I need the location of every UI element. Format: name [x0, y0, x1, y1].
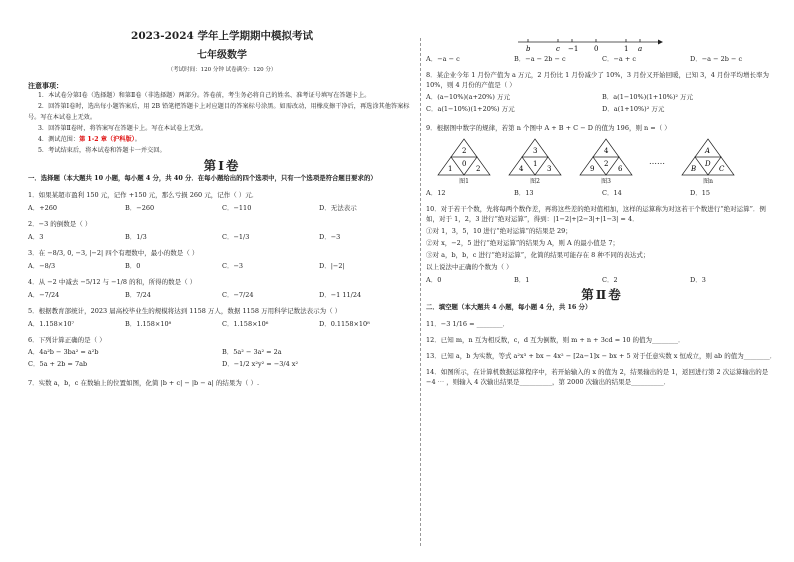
option: C．−a + c — [602, 55, 637, 63]
tri-left: 9 — [590, 165, 595, 173]
tri-right: C — [719, 165, 725, 173]
option: A．+260 — [28, 204, 58, 212]
label-0: 0 — [594, 45, 599, 53]
triangle-svg-3 — [578, 137, 634, 177]
triangle-figures — [436, 137, 736, 186]
label-b: b — [526, 45, 531, 53]
question-5: 5．根据教育部统计，2023 届高校毕业生的规模将达到 1158 万人，数据 1158 万用科学记数法表示为（ ） — [28, 307, 342, 315]
figure-label: 图n — [703, 178, 713, 185]
triangle-svg-n — [680, 137, 736, 177]
question-8-options — [426, 93, 778, 117]
note-1: 1．本试卷分第Ⅰ卷（选择题）和第Ⅱ卷（非选择题）两部分。答卷前，考生务必将自己的姓名、准考证号填写在答题卡上。 — [38, 92, 371, 99]
option: C．2 — [602, 276, 618, 284]
option: B．1 — [514, 276, 530, 284]
tri-top: 2 — [462, 147, 467, 155]
option: A．12 — [426, 189, 446, 197]
column-divider — [420, 38, 421, 546]
option: B．1.158×10⁸ — [125, 320, 172, 328]
question-7: 7．实数 a，b，c 在数轴上的位置如图，化简 |b + c| − |b − a| 的结果为（ ）. — [28, 379, 260, 387]
option: B．1/3 — [125, 233, 147, 241]
label-a: a — [638, 45, 643, 53]
option: A．1.158×10⁷ — [28, 320, 75, 328]
question-5-options — [28, 320, 416, 329]
tri-left: 4 — [519, 165, 524, 173]
option: C．14 — [602, 189, 622, 197]
number-line-arrow — [658, 40, 663, 45]
question-4-options — [28, 291, 416, 300]
question-10-statement-2: ②对 x，−2，5 进行“绝对运算”的结果为 A，则 A 的最小值是 7； — [426, 239, 619, 247]
question-7-options — [426, 55, 778, 64]
left-column — [28, 30, 416, 388]
tri-mid: 2 — [604, 160, 609, 168]
note-4-text: 4．测试范围： — [38, 136, 80, 143]
note-3: 3．回答第Ⅱ卷时，将答案写在答题卡上。写在本试卷上无效。 — [38, 125, 208, 132]
option: B．−260 — [125, 204, 155, 212]
question-14: 14．如图所示，在计算机数据运算程序中，若开始输入的 x 的值为 2，结果输出的是 1，返回进行第 2 次运算输出的是 −4 ⋯ ，则输入 4 次输出结果是__________，第 2000 次输出的结果是__________． — [426, 368, 769, 386]
question-1: 1．如果某超市盈利 150 元，记作 +150 元，那么亏损 260 元，记作（ ）元． — [28, 191, 259, 199]
option: C．−110 — [222, 204, 252, 212]
note-2: 2．回答第Ⅰ卷时，选出每小题答案后，用 2B 铅笔把答题卡上对应题目的答案标号涂黑。如需改动，用橡皮擦干净后，再选涂其他答案标号。写在本试卷上无效。 — [28, 103, 410, 121]
question-13: 13．已知 a，b 为实数，等式 a²x³ + bx − 4x² − [2a−1]x − bx + 5 对于任意实数 x 恒成立，则 ab 的值为________． — [426, 352, 777, 360]
option: C．a(1−10%)(1+20%) 万元 — [426, 105, 515, 113]
number-line — [516, 36, 778, 54]
exam-info: （考试时间：120 分钟 试卷满分：120 分） — [167, 67, 277, 73]
option: D．3 — [690, 276, 706, 284]
question-6-options — [28, 348, 416, 372]
question-3-options — [28, 262, 416, 271]
question-8: 8．某企业今年 1 月份产值为 a 万元，2 月份比 1 月份减少了 10%，3 月份又开始回暖，已知 3，4 月份平均增长率为 10%，则 4 月份的产值是（ ） — [426, 71, 769, 89]
option: D．0.1158×10⁸ — [319, 320, 370, 328]
option: B．7/24 — [125, 291, 151, 299]
option: A．4a²b − 3ba² = a²b — [28, 348, 99, 356]
exam-title: 2023-2024 学年上学期期中模拟考试 — [131, 30, 313, 42]
option: D．−1/2 x²y² = −3/4 x² — [222, 360, 299, 368]
option: B．5a² − 3a² = 2a — [222, 348, 282, 356]
tri-right: 3 — [547, 165, 552, 173]
tri-right: 6 — [618, 165, 623, 173]
triangle-figure-2 — [507, 137, 563, 186]
option: D．−a − 2b − c — [690, 55, 743, 63]
question-10-prompt: 以上说法中正确的个数为（ ） — [426, 263, 513, 271]
option: B．a(1−10%)(1+10%)² 万元 — [602, 93, 694, 101]
figure-label: 图1 — [459, 178, 469, 185]
option: A．−a − c — [426, 55, 460, 63]
option: D．无法表示 — [319, 204, 357, 212]
option: C．5a + 2b = 7ab — [28, 360, 88, 368]
tri-mid: 0 — [462, 160, 467, 168]
tri-right: 2 — [476, 165, 481, 173]
notes-heading: 注意事项： — [28, 81, 63, 90]
option: D．−3 — [319, 233, 341, 241]
tri-left: 1 — [448, 165, 453, 173]
question-11: 11．−3 1/16 = ________． — [426, 320, 510, 328]
question-9-options — [426, 189, 778, 198]
question-9: 9．根据图中数字的规律，若第 n 个图中 A + B + C − D 的值为 196，则 n =（ ） — [426, 124, 671, 132]
option: B．−a − 2b − c — [514, 55, 566, 63]
question-2: 2．−3 的倒数是（ ） — [28, 220, 92, 228]
label-c: c — [556, 45, 560, 53]
option: B．0 — [125, 262, 141, 270]
option: A．(a−10%)(a+20%) 万元 — [426, 93, 510, 101]
tri-top: A — [705, 147, 711, 155]
triangle-figure-n — [680, 137, 736, 186]
option: A．−7/24 — [28, 291, 60, 299]
option: C．−1/3 — [222, 233, 250, 241]
question-3: 3．在 −8/3, 0, −3, |−2| 四个有理数中，最小的数是（ ） — [28, 249, 199, 257]
tri-top: 4 — [604, 147, 609, 155]
tri-mid: D — [705, 160, 711, 168]
option: D．−1 11/24 — [319, 291, 362, 299]
question-4: 4．从 −2 中减去 −5/12 与 −1/8 的和，所得的数是（ ） — [28, 278, 197, 286]
triangle-figure-1 — [436, 137, 492, 186]
figure-label: 图2 — [530, 178, 540, 185]
option: B．13 — [514, 189, 534, 197]
question-12: 12．已知 m，n 互为相反数，c，d 互为倒数，则 m + n + 3cd = 10 的值为________． — [426, 336, 685, 344]
part1-title: 第Ⅰ卷 — [203, 158, 241, 173]
section-2-heading: 二．填空题（本大题共 4 小题，每小题 4 分，共 16 分） — [426, 303, 592, 311]
triangle-figure-3 — [578, 137, 634, 186]
triangle-svg-2 — [507, 137, 563, 177]
option: A．3 — [28, 233, 44, 241]
number-line-svg — [516, 36, 666, 54]
figure-label: 图3 — [601, 178, 611, 185]
note-4 — [28, 134, 416, 145]
figure-ellipsis: …… — [649, 157, 665, 166]
option: C．−7/24 — [222, 291, 254, 299]
option: D．|−2| — [319, 262, 345, 270]
option: C．−3 — [222, 262, 244, 270]
question-10-options — [426, 276, 778, 285]
question-10-statement-1: ①对 1，3，5，10 进行“绝对运算”的结果是 29； — [426, 227, 572, 235]
question-2-options — [28, 233, 416, 242]
tri-mid: 1 — [533, 160, 538, 168]
question-10-statement-3: ③对 a，b，b，c 进行“绝对运算”，化简的结果可能存在 8 种不同的表达式； — [426, 251, 650, 259]
triangle-svg-1 — [436, 137, 492, 177]
question-1-options — [28, 204, 416, 213]
tri-left: B — [691, 165, 697, 173]
note-4-end: 。 — [134, 136, 141, 143]
test-range: 第 1-2 章（沪科版） — [79, 136, 135, 143]
option: A．0 — [426, 276, 442, 284]
label-1: 1 — [624, 45, 629, 53]
option: C．1.158×10⁶ — [222, 320, 269, 328]
exam-subject: 七年级数学 — [197, 50, 247, 61]
tri-top: 3 — [533, 147, 538, 155]
right-column — [426, 36, 778, 387]
option: D．15 — [690, 189, 710, 197]
question-6: 6．下列计算正确的是（ ） — [28, 336, 106, 344]
question-10: 10．对于若干个数，先将每两个数作差，再将这些差的绝对值相加，这样的运算称为对这若干个数进行“绝对运算”．例如，对于 1，2，3 进行“绝对运算”，得到：|1−2|+|2−3|+|1−3| = 4． — [426, 205, 766, 223]
option: D．a(1+10%)² 万元 — [602, 105, 665, 113]
note-5: 5．考试结束后，将本试卷和答题卡一并交回。 — [38, 147, 166, 154]
option: A．−8/3 — [28, 262, 56, 270]
part2-title: 第Ⅱ卷 — [581, 287, 623, 302]
label-neg1: −1 — [568, 45, 579, 53]
section-1-heading: 一．选择题（本大题共 10 小题，每小题 4 分，共 40 分．在每小题给出的四个选项中，只有一个选项是符合题目要求的） — [28, 174, 377, 182]
